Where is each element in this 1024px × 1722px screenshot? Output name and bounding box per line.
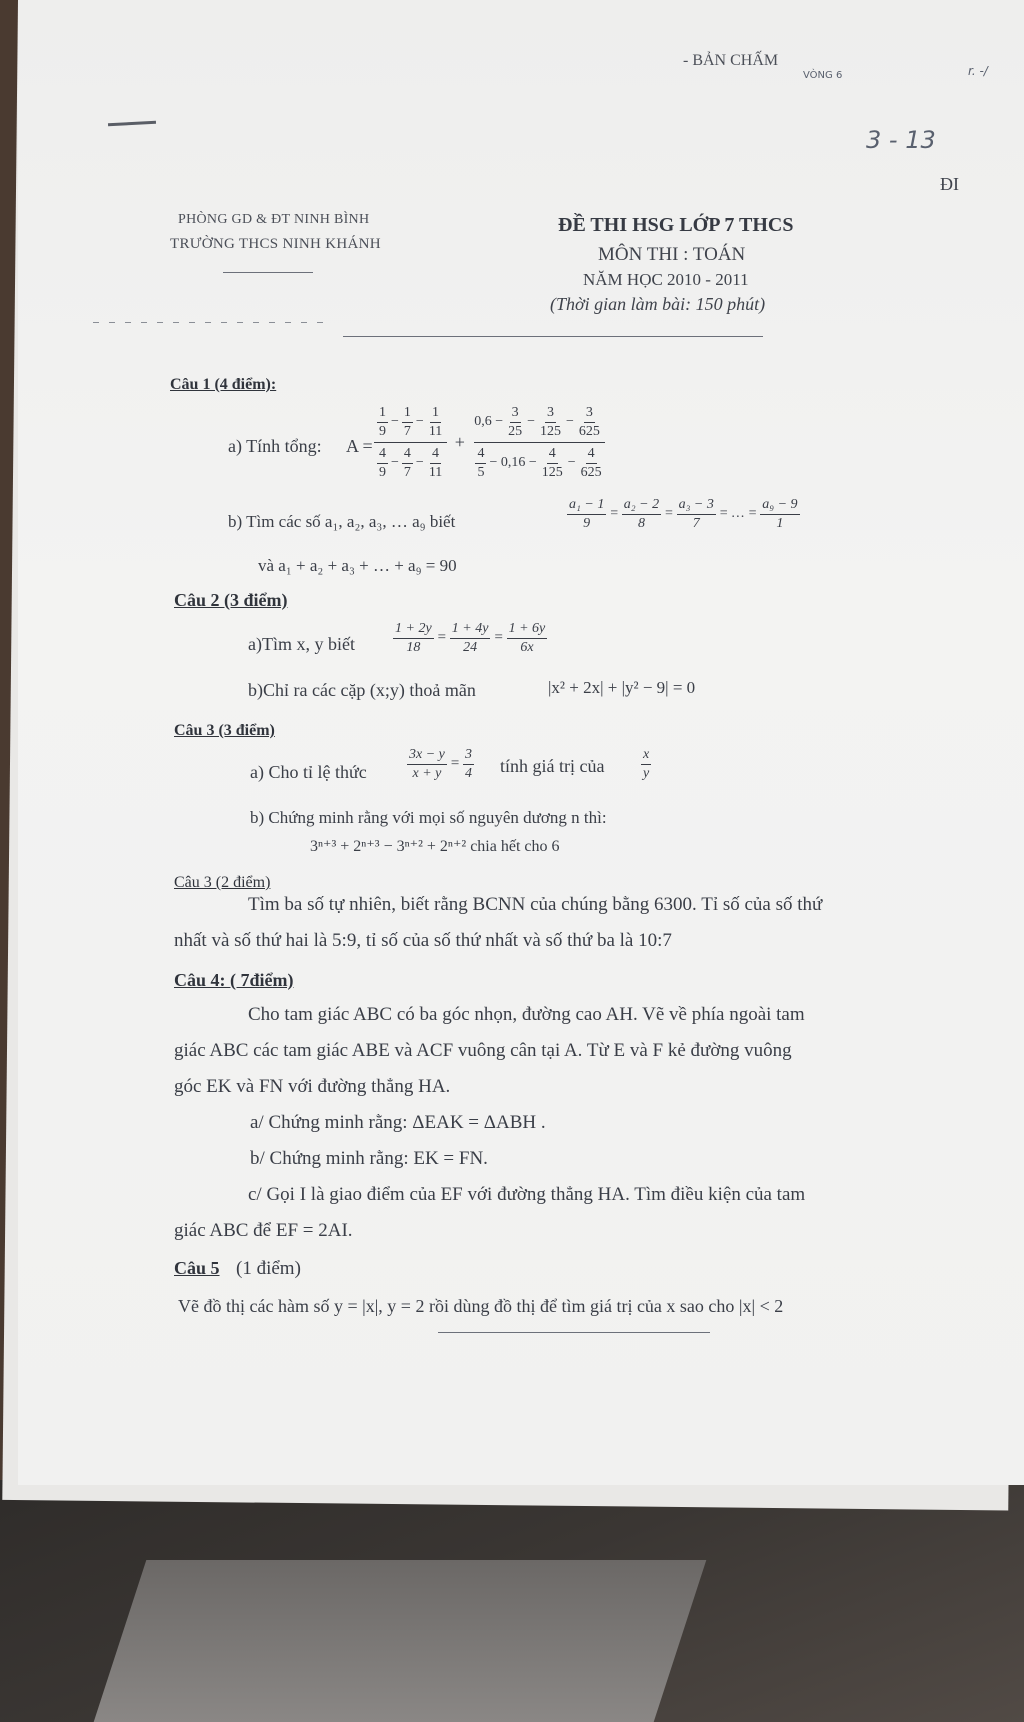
corner-mark: r. -/ xyxy=(968,64,988,78)
exam-subject: MÔN THI : TOÁN xyxy=(598,244,746,265)
exam-time: (Thời gian làm bài: 150 phút) xyxy=(550,294,766,314)
paper-code: ĐI xyxy=(940,174,959,194)
q3a-xy: $\frac{x}{y}$ xyxy=(643,747,650,781)
q3b-expr: 3ⁿ⁺³ + 2ⁿ⁺³ − 3ⁿ⁺² + 2ⁿ⁺² chia hết cho 6 xyxy=(310,838,560,855)
q2a-text: a)Tìm x, y biết xyxy=(248,634,355,654)
q4b-text: b/ Chứng minh rằng: EK = FN. xyxy=(250,1148,488,1169)
corner-note: - BẢN CHẤM xyxy=(683,52,779,69)
q5-heading: Câu 5 xyxy=(174,1258,220,1278)
q1b-text: b) Tìm các số a₁, a₂, a₃, … a₉ biết xyxy=(228,512,456,531)
q4c-line2: giác ABC để EF = 2AI. xyxy=(174,1220,353,1241)
q4-line1: Cho tam giác ABC có ba góc nhọn, đường cao AH. Vẽ về phía ngoài tam xyxy=(248,1004,805,1025)
q3a-text: a) Cho tỉ lệ thức xyxy=(250,762,367,782)
q3a-ratio: $\frac{3x - y}{x + y}$ = $\frac{3}{4}$ xyxy=(409,747,472,781)
q4c-line1: c/ Gọi I là giao điểm của EF với đường thẳng HA. Tìm điều kiện của tam xyxy=(248,1184,806,1205)
header-dash xyxy=(93,322,323,323)
q1b-ratios: $\frac{\text{a₁ − 1}}{9}$ = $\frac{\text{a₂ − 2}}{8}$ = $\frac{\text{a₃ − 3}}{7}$ = … = $\frac{\text{a₉ − 9}}{1}$ xyxy=(569,497,798,531)
q1a-label: a) Tính tổng: xyxy=(228,436,322,456)
q3-heading: Câu 3 (3 điểm) xyxy=(174,722,275,739)
q2b-text: b)Chỉ ra các cặp (x;y) thoả mãn xyxy=(248,680,476,700)
q5-text: Vẽ đồ thị các hàm số y = |x|, y = 2 rồi dùng đồ thị để tìm giá trị của x sao cho |x| < 2 xyxy=(178,1296,784,1316)
dept-name: PHÒNG GD & ĐT NINH BÌNH xyxy=(178,212,370,227)
exam-title: ĐỀ THI HSG LỚP 7 THCS xyxy=(558,214,794,236)
q4-line2: giác ABC các tam giác ABE và ACF vuông cân tại A. Từ E và F kẻ đường vuông xyxy=(174,1040,792,1061)
q4a-text: a/ Chứng minh rằng: ΔEAK = ΔABH . xyxy=(250,1112,546,1133)
pen-stroke xyxy=(108,121,156,127)
q2a-ratios: $\frac{1 + 2y}{18}$ = $\frac{1 + 4y}{24}$ = $\frac{1 + 6y}{6x}$ xyxy=(395,621,546,655)
school-underline xyxy=(223,272,313,273)
q2-heading: Câu 2 (3 điểm) xyxy=(174,590,288,610)
end-rule xyxy=(438,1332,710,1333)
q3a-tail: tính giá trị của xyxy=(500,756,605,776)
q1a-lead: A = xyxy=(346,436,373,456)
exam-year: NĂM HỌC 2010 - 2011 xyxy=(583,270,749,289)
q5-points: (1 điểm) xyxy=(236,1258,301,1279)
q3b-text: b) Chứng minh rằng với mọi số nguyên dương n thì: xyxy=(250,808,607,827)
handwritten-note: 3 - 13 xyxy=(866,126,936,154)
background-light-patch xyxy=(94,1560,707,1722)
header-divider xyxy=(343,336,763,337)
q4-heading: Câu 4: ( 7điểm) xyxy=(174,970,294,990)
corner-note-sub: VÒNG 6 xyxy=(803,70,843,81)
q3b-heading: Câu 3 (2 điểm) xyxy=(174,874,271,891)
school-name: TRƯỜNG THCS NINH KHÁNH xyxy=(170,236,381,252)
q1-heading: Câu 1 (4 điểm): xyxy=(170,376,277,393)
exam-paper xyxy=(18,0,1024,1485)
q3b-line2: nhất và số thứ hai là 5:9, tỉ số của số thứ nhất và số thứ ba là 10:7 xyxy=(174,930,672,951)
q2b-equation: |x² + 2x| + |y² − 9| = 0 xyxy=(548,678,696,697)
q1a-formula: $\frac{1}{9}$ − $\frac{1}{7}$ − $\frac{1}{11}$ $\frac{4}{9}$ − $\frac{4}{7}$ − $\frac{4}{11}$ + 0,6 − $\frac{3}{25}$ − $\frac{3}{125}$ − $\frac{3}{625}$ $\frac{4}{5}$ − 0,16 − $\frac{4}{125}$ − $\frac{4}{625}$ xyxy=(374,404,607,481)
q4-line3: góc EK và FN với đường thẳng HA. xyxy=(174,1076,451,1097)
q1b-sum: và a₁ + a₂ + a₃ + … + a₉ = 90 xyxy=(258,556,457,575)
q3b-line1: Tìm ba số tự nhiên, biết rằng BCNN của chúng bằng 6300. Tỉ số của số thứ xyxy=(248,894,823,915)
